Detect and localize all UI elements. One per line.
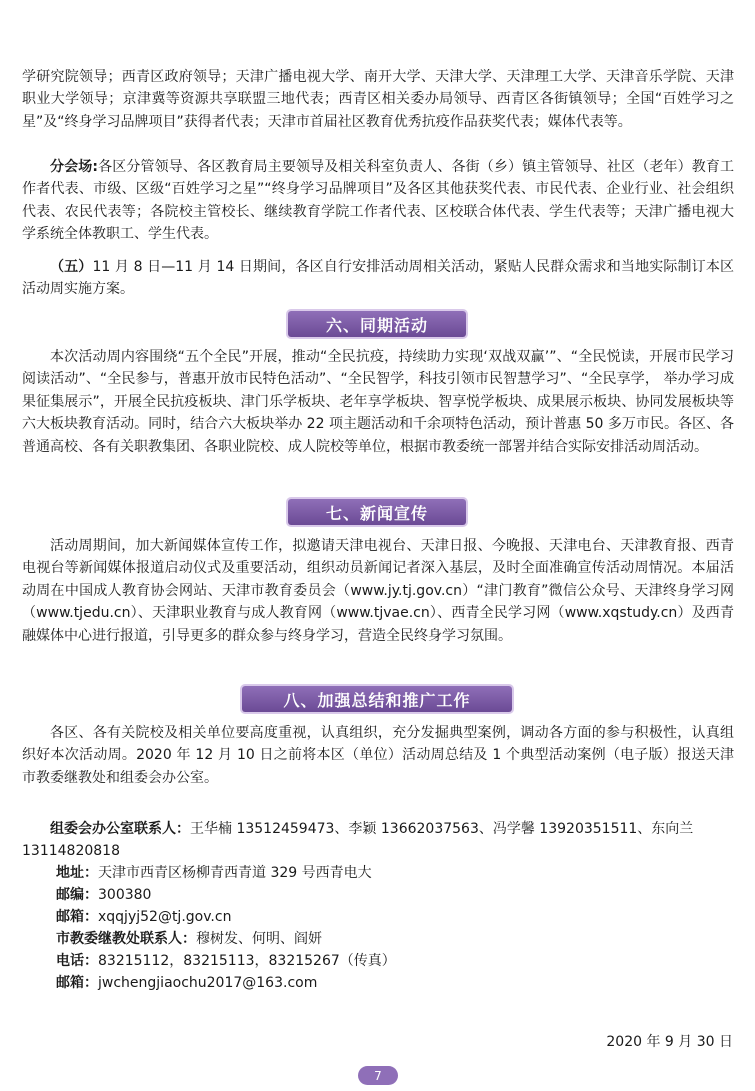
- zip-label: 邮编：: [56, 887, 98, 903]
- bureau-contact-value: 穆树发、何明、阎妍: [196, 931, 322, 947]
- address-label: 地址：: [56, 865, 98, 881]
- phone-value: 83215112，83215113，83215267（传真）: [98, 953, 396, 969]
- bureau-contact-label: 市教委继教处联系人：: [56, 931, 196, 947]
- page-number-badge: 7: [358, 1066, 398, 1085]
- item-five-label: （五）: [50, 259, 93, 275]
- zip-row: [22, 884, 734, 906]
- contact-block: [22, 818, 734, 994]
- email-value-bureau[interactable]: jwchengjiaochu2017@163.com: [98, 975, 318, 991]
- email-row-office: [22, 906, 734, 928]
- email-label-bureau: 邮箱：: [56, 975, 98, 991]
- paragraph-attendees: 学研究院领导；西青区政府领导；天津广播电视大学、南开大学、天津大学、天津理工大学、天津音乐学院、天津职业大学领导；京津冀等资源共享联盟三地代表；西青区相关委办局领导、西青区各街镇领导；全国“百姓学习之星”及“终身学习品牌项目”获得者代表；天津市首届社区教育优秀抗疫作品获奖代表；媒体代表等。: [22, 69, 734, 130]
- section-heading-news-publicity: 七、新闻宣传: [288, 499, 466, 525]
- phone-label: 电话：: [56, 953, 98, 969]
- email-value-office[interactable]: xqqjyj52@tj.gov.cn: [98, 909, 232, 925]
- section-heading-summary-promotion: 八、加强总结和推广工作: [242, 686, 512, 712]
- paragraph-concurrent-activities: 本次活动周内容围绕“五个全民”开展，推动“全民抗疫，持续助力实现‘双战双赢’”、“全民悦读，开展市民学习阅读活动”、“全民参与，普惠开放市民特色活动”、“全民智学，科技引领市民智慧学习”、“全民享学， 举办学习成果征集展示”，开展全民抗疫板块、津门乐学板块、老年享学板块、智享悦学板块、成果展示板块、协同发展板块等六大板块教育活动。同时，结合六大板块举办 22 项主题活动和千余项特色活动，预计普惠 50 多万市民。各区、各普通高校、各有关职教集团、各职业院校、成人院校等单位，根据市教委统一部署并结合实际安排活动周活动。: [22, 349, 734, 455]
- phone-row: [22, 950, 734, 972]
- paragraph-item-five: [22, 256, 734, 301]
- bureau-contact-row: [22, 928, 734, 950]
- item-five-text: 11 月 8 日—11 月 14 日期间，各区自行安排活动周相关活动，紧贴人民群众需求和当地实际制订本区活动周实施方案。: [22, 259, 734, 298]
- office-contact-row: [22, 818, 734, 862]
- section-heading-concurrent-activities: 六、同期活动: [288, 311, 466, 337]
- office-contact-value: 王华楠 13512459473、李颖 13662037563、冯学馨 13920351511、东向兰 13114820818: [22, 821, 694, 859]
- office-contact-label: 组委会办公室联系人：: [50, 821, 190, 837]
- paragraph-news-publicity: 活动周期间，加大新闻媒体宣传工作，拟邀请天津电视台、天津日报、今晚报、天津电台、天津教育报、西青电视台等新闻媒体报道启动仪式及重要活动，组织动员新闻记者深入基层，及时全面准确宣传活动周情况。本届活动周在中国成人教育协会网站、天津市教育委员会（www.jy.tj.gov.cn）“津门教育”微信公众号、天津终身学习网（www.tjedu.cn）、天津职业教育与成人教育网（www.tjvae.cn）、西青全民学习网（www.xqstudy.cn）及西青融媒体中心进行报道，引导更多的群众参与终身学习，营造全民终身学习氛围。: [22, 538, 734, 644]
- zip-value: 300380: [98, 887, 152, 903]
- email-label-office: 邮箱：: [56, 909, 98, 925]
- address-value: 天津市西青区杨柳青西青道 329 号西青电大: [98, 865, 372, 881]
- paragraph-sub-venue: [22, 156, 734, 246]
- paragraph-summary-promotion: 各区、各有关院校及相关单位要高度重视，认真组织，充分发掘典型案例，调动各方面的参与积极性，认真组织好本次活动周。2020 年 12 月 10 日之前将本区（单位）活动周总结及 1 个典型活动案例（电子版）报送天津市教委继教处和组委会办公室。: [22, 725, 734, 786]
- sub-venue-text: 各区分管领导、各区教育局主要领导及相关科室负责人、各街（乡）镇主管领导、社区（老年）教育工作者代表、市级、区级“百姓学习之星”“终身学习品牌项目”及各区其他获奖代表、市民代表、企业行业、社会组织代表、农民代表等；各院校主管校长、继续教育学院工作者代表、区校联合体代表、学生代表等；天津广播电视大学系统全体教职工、学生代表。: [22, 159, 734, 243]
- sub-venue-label: 分会场:: [50, 159, 98, 175]
- address-row: [22, 862, 734, 884]
- document-date: 2020 年 9 月 30 日: [606, 1034, 733, 1050]
- email-row-bureau: [22, 972, 734, 994]
